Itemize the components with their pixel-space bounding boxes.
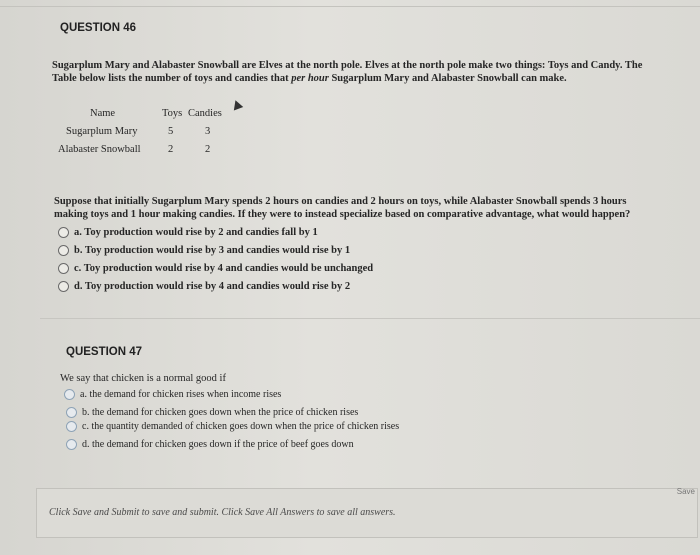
- table-header-name: Name: [90, 108, 116, 119]
- question-46-header: QUESTION 46: [60, 22, 137, 34]
- option-label: c. the quantity demanded of chicken goes down when the price of chicken rises: [82, 420, 400, 432]
- option-label: d. the demand for chicken goes down if the price of beef goes down: [82, 438, 354, 450]
- q47-option-a[interactable]: [64, 387, 281, 401]
- question-divider: [40, 318, 700, 319]
- q46-option-b[interactable]: [58, 243, 350, 257]
- footer-instructions: Click Save and Submit to save and submit. Click Save All Answers to save all answers.: [49, 507, 396, 518]
- intro-per-hour: per hour: [291, 72, 329, 84]
- radio-button[interactable]: [64, 389, 75, 400]
- table-row-2-candies: 2: [205, 144, 211, 155]
- q47-option-c[interactable]: [66, 419, 399, 433]
- prompt-line-1: Suppose that initially Sugarplum Mary spends 2 hours on candies and 2 hours on toys, while Alabaster Snowball spends 3 hours: [54, 196, 627, 207]
- intro-line-2-end: Sugarplum Mary and Alabaster Snowball can make.: [328, 72, 567, 84]
- q47-option-d[interactable]: [66, 437, 354, 451]
- q46-option-c[interactable]: [58, 261, 373, 275]
- save-all-button[interactable]: Save: [676, 487, 695, 496]
- table-header-candies: Candies: [188, 108, 222, 119]
- question-47-header: QUESTION 47: [66, 346, 143, 358]
- table-row-2-name: Alabaster Snowball: [58, 144, 141, 155]
- submit-footer: [36, 488, 698, 538]
- option-label: c. Toy production would rise by 4 and candies would be unchanged: [74, 262, 374, 274]
- option-label: d. Toy production would rise by 4 and candies would rise by 2: [74, 280, 351, 292]
- table-row-1-candies: 3: [205, 126, 211, 137]
- table-row-1-name: Sugarplum Mary: [66, 126, 138, 137]
- option-label: b. the demand for chicken goes down when the price of chicken rises: [82, 406, 359, 418]
- intro-line-1: Sugarplum Mary and Alabaster Snowball are Elves at the north pole. Elves at the north pole make two things: Toys and Candy. The: [52, 60, 643, 71]
- radio-button[interactable]: [58, 281, 69, 292]
- option-label: a. the demand for chicken rises when income rises: [80, 388, 282, 400]
- q46-option-a[interactable]: [58, 225, 318, 239]
- table-header-toys: Toys: [162, 108, 183, 119]
- radio-button[interactable]: [66, 407, 77, 418]
- table-row-2-toys: 2: [168, 144, 174, 155]
- table-row-1-toys: 5: [168, 126, 174, 137]
- radio-button[interactable]: [66, 439, 77, 450]
- option-label: b. Toy production would rise by 3 and candies would rise by 1: [74, 244, 351, 256]
- intro-line-2-start: Table below lists the number of toys and candies that: [52, 72, 292, 84]
- q46-option-d[interactable]: [58, 279, 350, 293]
- question-46-intro: [52, 60, 692, 85]
- radio-button[interactable]: [58, 245, 69, 256]
- q47-option-b[interactable]: [66, 405, 358, 419]
- mouse-cursor-icon: [231, 99, 243, 111]
- question-46-prompt: [54, 196, 694, 221]
- top-divider: [0, 6, 700, 7]
- radio-button[interactable]: [58, 263, 69, 274]
- question-47-stem: We say that chicken is a normal good if: [60, 373, 226, 384]
- radio-button[interactable]: [66, 421, 77, 432]
- radio-button[interactable]: [58, 227, 69, 238]
- prompt-line-2: making toys and 1 hour making candies. If they were to instead specialize based on comparative advantage, what would happen?: [54, 208, 631, 220]
- option-label: a. Toy production would rise by 2 and candies fall by 1: [74, 226, 318, 238]
